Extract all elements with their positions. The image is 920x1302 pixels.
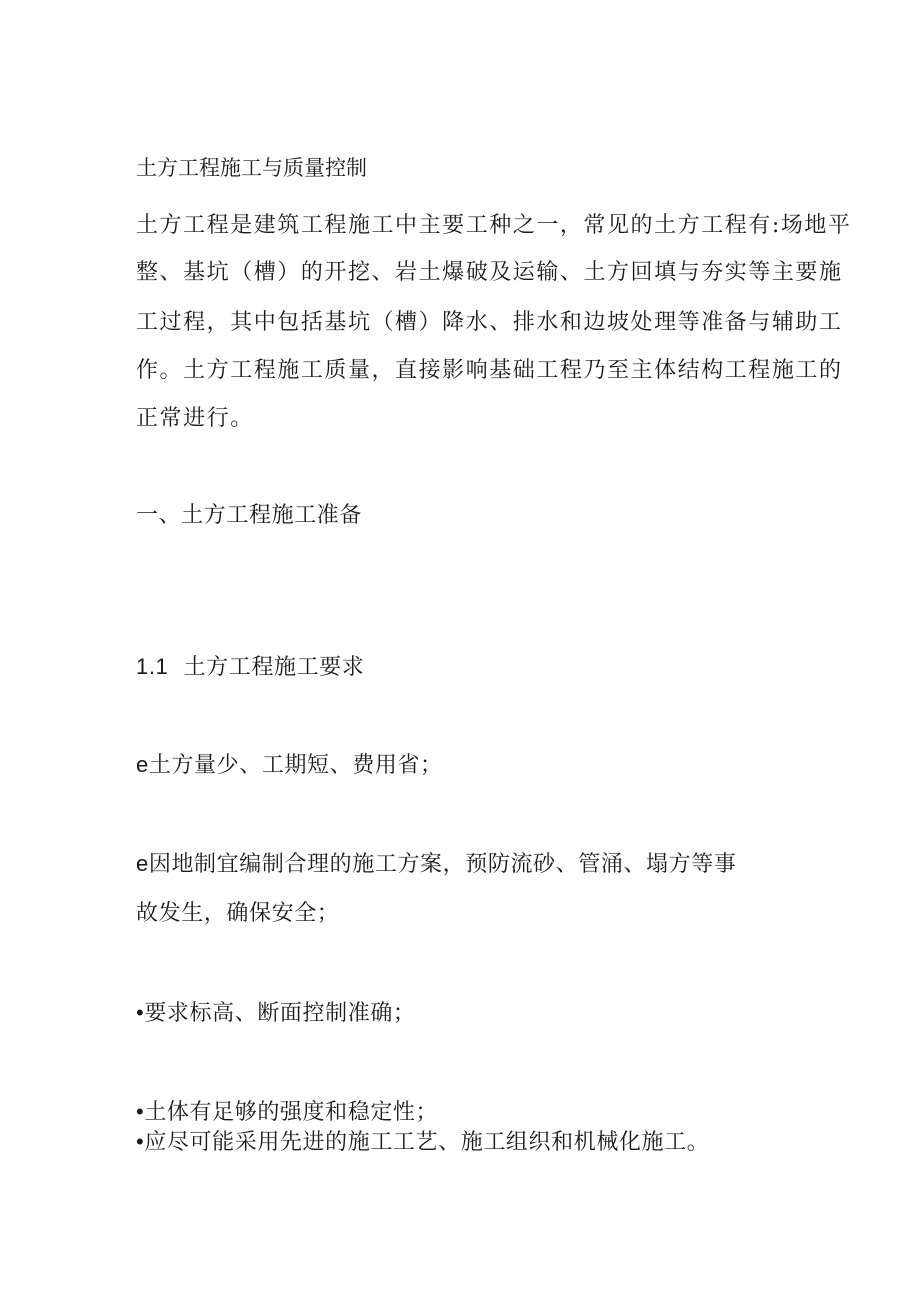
intro-line: 土方工程是建筑工程施工中主要工种之一，常见的土方工程有:场地平 bbox=[136, 213, 852, 238]
list-item-continuation: 故发生，确保安全； bbox=[136, 901, 340, 926]
list-item-text: 应尽可能采用先进的施工工艺、施工组织和机械化施工。 bbox=[144, 1130, 710, 1155]
list-item bbox=[136, 750, 443, 781]
intro-line: 正常进行。 bbox=[136, 406, 254, 431]
document-title: 土方工程施工与质量控制 bbox=[136, 156, 367, 180]
list-marker: • bbox=[136, 1000, 145, 1025]
intro-line: 作。土方工程施工质量，直接影响基础工程乃至主体结构工程施工的 bbox=[136, 358, 843, 383]
list-marker: • bbox=[136, 1129, 145, 1154]
list-marker: • bbox=[136, 1099, 145, 1124]
subsection-title: 土方工程施工要求 bbox=[183, 655, 365, 680]
intro-line: 工过程，其中包括基坑（槽）降水、排水和边坡处理等准备与辅助工 bbox=[136, 310, 843, 335]
list-item bbox=[136, 849, 736, 880]
list-item-text: 土方量少、工期短、费用省； bbox=[148, 753, 443, 778]
list-item-text: 因地制宜编制合理的施工方案，预防流砂、管涌、塌方等事 bbox=[148, 852, 737, 877]
list-item bbox=[136, 1097, 438, 1128]
subsection-number: 1.1 bbox=[136, 654, 169, 679]
list-item-text: 土体有足够的强度和稳定性； bbox=[144, 1100, 439, 1125]
subsection-heading bbox=[136, 652, 364, 683]
list-item-text: 要求标高、断面控制准确； bbox=[144, 1001, 416, 1026]
list-marker: e bbox=[136, 851, 149, 876]
list-item bbox=[136, 998, 416, 1029]
section-heading: 一、土方工程施工准备 bbox=[136, 503, 363, 528]
list-marker: e bbox=[136, 752, 149, 777]
intro-line: 整、基坑（槽）的开挖、岩土爆破及运输、土方回填与夯实等主要施 bbox=[136, 260, 843, 285]
list-item bbox=[136, 1127, 709, 1158]
